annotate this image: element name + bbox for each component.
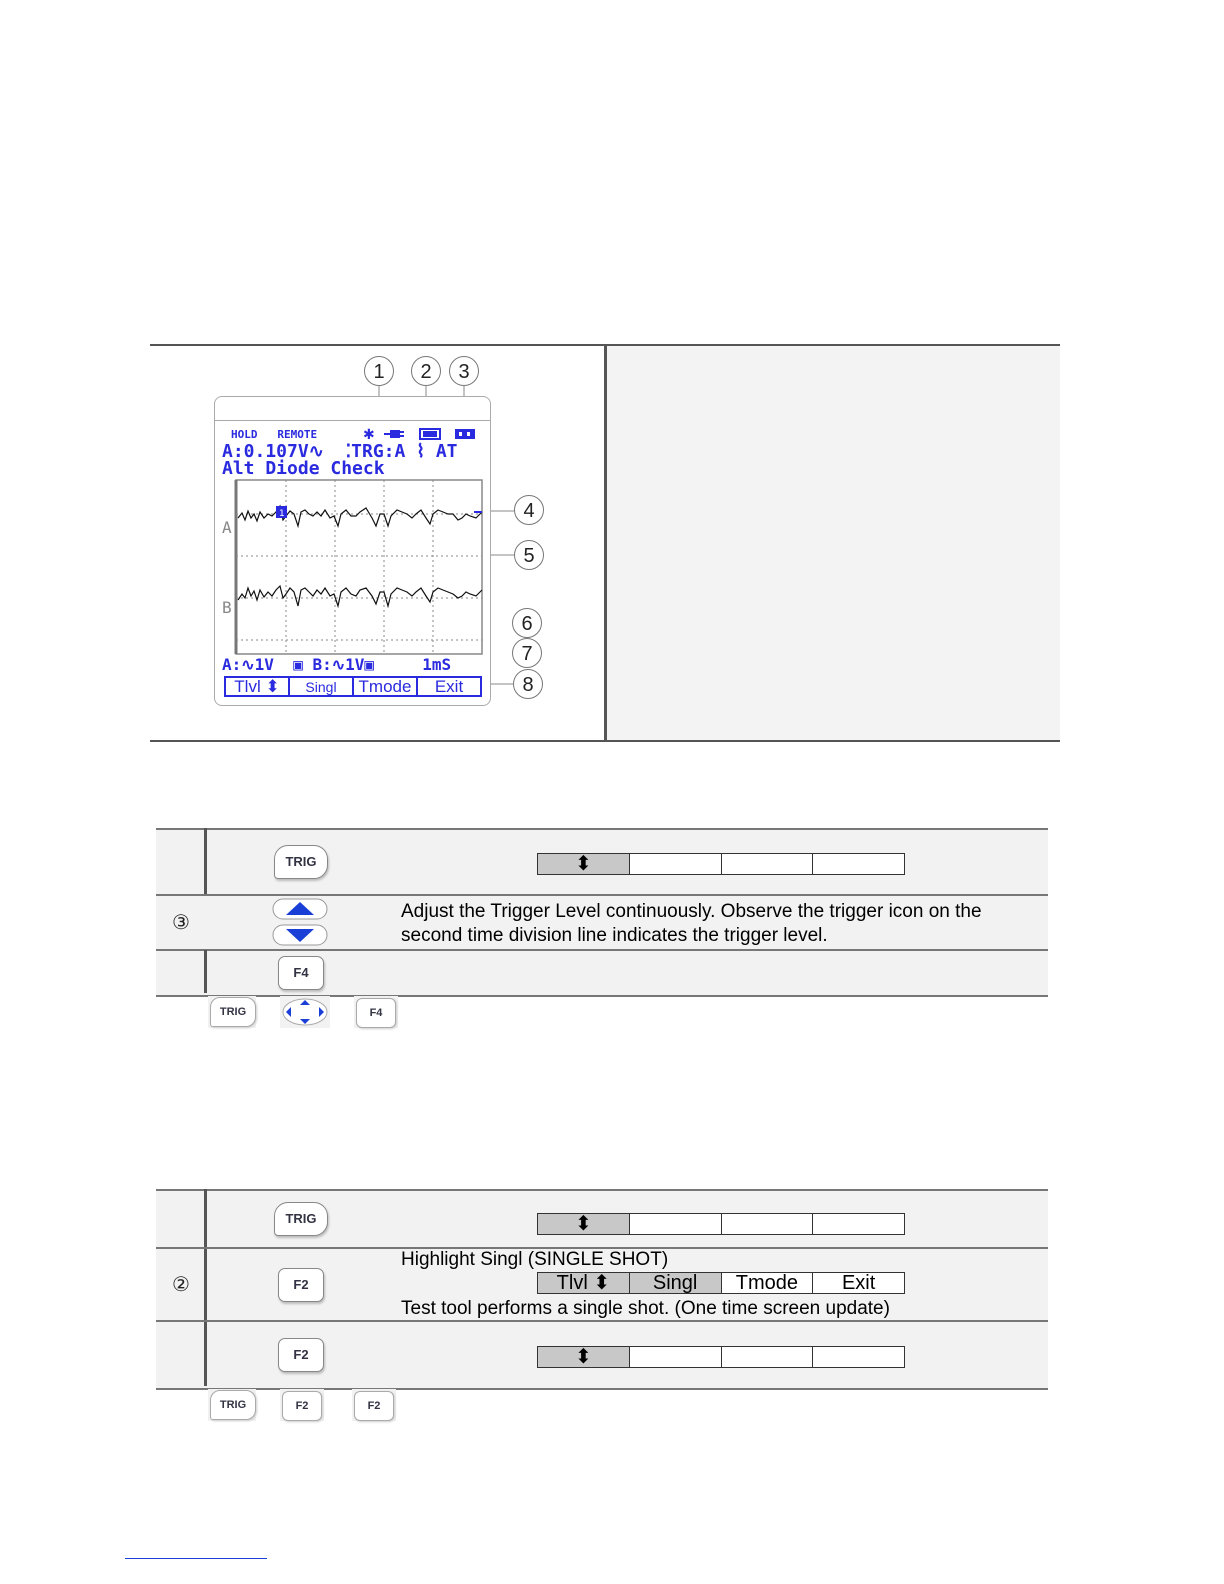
- lcd-status-icons: [360, 426, 480, 442]
- lcd-mode-line: Alt Diode Check: [222, 458, 385, 479]
- menu-cell-4: [813, 1347, 904, 1367]
- menu-cell-singl: Singl: [630, 1273, 722, 1293]
- table2-row2-menu: [537, 1272, 905, 1294]
- table1-step-number: ③: [172, 912, 190, 934]
- table2-row3-menu: [537, 1346, 905, 1368]
- table2-row1-menu: [537, 1213, 905, 1235]
- table1-row2-desc-line1: Adjust the Trigger Level continuously. Observe the trigger icon on the: [401, 901, 982, 922]
- shortcut2-trig-key: TRIG: [210, 1390, 256, 1420]
- menu-cell-1: ⬍: [538, 854, 630, 874]
- scope-screen-topline: [214, 420, 491, 421]
- trigger-icon-label: 1: [279, 509, 285, 519]
- menu-cell-exit: Exit: [841, 1272, 876, 1294]
- interface-icon: [455, 429, 475, 439]
- callout-5: 5: [514, 540, 544, 570]
- trace-a-label: A: [222, 518, 232, 537]
- figure-bottom-rule: [150, 740, 1060, 742]
- lcd-softkey-menu: [224, 676, 482, 697]
- table2-vbar-1: [204, 1189, 207, 1247]
- menu-cell-3: [722, 1214, 814, 1234]
- lcd-scale-line: A:∿1V ▣ B:∿1V▣ 1mS: [222, 655, 452, 674]
- menu-cell-1: ⬍: [538, 1347, 630, 1367]
- trace-b-label: B: [222, 598, 232, 617]
- backlight-icon: ✱: [363, 427, 375, 442]
- arrow-keys: [272, 898, 330, 951]
- scope-waveform-area: [220, 478, 486, 658]
- callout-3: 3: [449, 356, 479, 386]
- table2-row2-desc-bottom: Test tool performs a single shot. (One time screen update): [401, 1298, 890, 1319]
- lcd-menu-exit: Exit: [434, 677, 464, 696]
- shortcut1-trig-key: TRIG: [210, 997, 256, 1027]
- lcd-status-left: HOLD REMOTE: [231, 428, 318, 441]
- trace-b: [238, 586, 482, 606]
- figure-description-panel: [607, 346, 1060, 740]
- menu-cell-3: [722, 854, 814, 874]
- trace-a: [238, 506, 482, 526]
- table2-vbar-3: [204, 1322, 207, 1386]
- shortcut1-f4-key: F4: [356, 998, 396, 1028]
- menu-cell-3: [722, 1347, 814, 1367]
- table2-step-number: ②: [172, 1274, 190, 1296]
- mains-plug-icon: [384, 430, 404, 438]
- shortcut1-nav-box: [280, 996, 330, 1028]
- scope-gridlines: [236, 480, 482, 654]
- callout-2: 2: [411, 356, 441, 386]
- callout-1: 1: [364, 356, 394, 386]
- menu-cell-2: [630, 1347, 722, 1367]
- lcd-menu-tlvl: Tlvl ⬍: [226, 678, 290, 695]
- callout-8: 8: [513, 669, 543, 699]
- nav-arrows-icon: [280, 996, 330, 1028]
- callout-6: 6: [512, 608, 542, 638]
- shortcut2-f2b-key: F2: [354, 1391, 394, 1421]
- menu-cell-tmode: Tmode: [722, 1273, 814, 1293]
- footer-link-rule: [125, 1558, 267, 1559]
- f2-key[interactable]: F2: [278, 1268, 324, 1302]
- menu-cell-4: [813, 1214, 904, 1234]
- lcd-menu-singl: Singl: [290, 678, 354, 695]
- table2-row2-desc-top: Highlight Singl (SINGLE SHOT): [401, 1249, 669, 1270]
- trig-key-2[interactable]: TRIG: [274, 1202, 328, 1236]
- trig-key[interactable]: TRIG: [274, 845, 328, 879]
- lcd-menu-tmode: Tmode: [354, 678, 418, 695]
- battery-icon: [420, 429, 440, 439]
- menu-cell-1: ⬍: [538, 1214, 630, 1234]
- menu-cell-tlvl: Tlvl ⬍: [538, 1273, 630, 1293]
- lcd-reading-line: A:0.107V∿ ⁚TRG:A ⌇ AT: [222, 441, 458, 462]
- table1-row2-desc-line2: second time division line indicates the trigger level.: [401, 925, 828, 946]
- f4-key[interactable]: F4: [278, 956, 324, 990]
- table1-row1-menu: [537, 853, 905, 875]
- up-down-arrow-keys: [272, 898, 330, 946]
- table1-vbar-3: [204, 950, 207, 993]
- table1-vbar: [204, 828, 207, 894]
- callout-4: 4: [514, 495, 544, 525]
- menu-cell-2: [630, 854, 722, 874]
- menu-cell-2: [630, 1214, 722, 1234]
- callout-7: 7: [512, 638, 542, 668]
- f2-key-2[interactable]: F2: [278, 1338, 324, 1372]
- menu-cell-4: [813, 854, 904, 874]
- shortcut2-f2-key: F2: [282, 1391, 322, 1421]
